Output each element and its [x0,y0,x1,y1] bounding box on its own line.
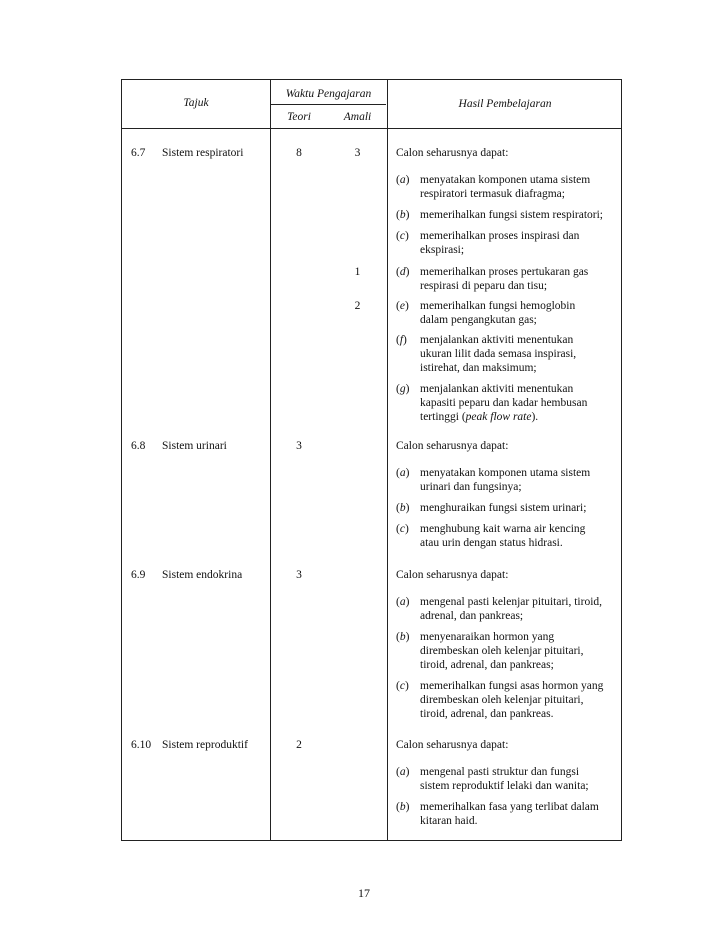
item-text-italic: peak flow rate [465,411,532,423]
item-line: memerihalkan fungsi hemoglobin [420,300,576,312]
item-letter: b [399,209,406,221]
item-line: memerihalkan fungsi sistem respiratori; [420,209,603,221]
item-line: tiroid, adrenal, dan pankreas. [420,708,554,720]
header-waktu: Waktu Pengajaran [285,88,372,100]
item-label: (c) [396,230,409,242]
item-line: memerihalkan fasa yang terlibat dalam [420,801,599,813]
section-intro: Calon seharusnya dapat: [396,147,509,159]
item-line: menghubung kait warna air kencing [420,523,586,535]
item-letter: c [399,523,405,535]
item-letter: f [399,334,404,346]
column-divider [387,80,388,840]
list-item [396,265,622,293]
item-line: tiroid, adrenal, dan pankreas; [420,659,554,671]
section-intro: Calon seharusnya dapat: [396,739,509,751]
item-line: kitaran haid. [420,815,478,827]
item-text: ). [531,411,539,423]
item-letter: e [399,300,405,312]
item-line: dirembeskan oleh kelenjar pituitari, [420,645,584,657]
header-amali: Amali [343,111,372,123]
item-line: dalam pengangkutan gas; [420,314,537,326]
item-line: kapasiti peparu dan kadar hembusan [420,397,588,409]
header-tajuk: Tajuk [183,97,209,109]
list-item [396,299,622,327]
item-line: dirembeskan oleh kelenjar pituitari, [420,694,584,706]
header-divider [122,128,621,129]
item-label: (b) [396,801,410,813]
item-label: (e) [396,300,409,312]
item-letter: a [399,174,406,186]
item-label: (a) [396,596,410,608]
item-label: (c) [396,523,409,535]
section-teori: 2 [296,739,302,751]
item-letter: g [399,383,406,395]
item-line: urinari dan fungsinya; [420,481,522,493]
section-number: 6.9 [131,569,146,581]
section-intro: Calon seharusnya dapat: [396,569,509,581]
item-label: (b) [396,631,410,643]
section-teori: 8 [296,147,302,159]
item-label: (g) [396,383,410,395]
item-amali: 1 [354,266,361,278]
list-item [396,630,622,672]
item-line [420,410,622,424]
section-teori: 3 [296,440,302,452]
item-label: (c) [396,680,409,692]
item-line: respiratori termasuk diafragma; [420,188,565,200]
item-letter: c [399,230,405,242]
item-line: memerihalkan proses pertukaran gas [420,266,589,278]
item-line: menyenaraikan hormon yang [420,631,555,643]
item-line: respirasi di peparu dan tisu; [420,280,548,292]
header-hasil: Hasil Pembelajaran [458,98,552,110]
item-letter: a [399,766,406,778]
item-line: mengenal pasti kelenjar pituitari, tiroid, [420,596,603,608]
item-label: (d) [396,266,410,278]
item-line: istirehat, dan maksimum; [420,362,537,374]
item-letter: a [399,467,406,479]
item-label: (f) [396,334,407,346]
item-letter: b [399,631,406,643]
list-item [396,229,622,257]
item-line: menghuraikan fungsi sistem urinari; [420,502,587,514]
list-item [396,208,622,222]
item-line: memerihalkan proses inspirasi dan [420,230,580,242]
item-line: ukuran lilit dada semasa inspirasi, [420,348,577,360]
item-label: (b) [396,502,410,514]
item-amali: 2 [354,300,361,312]
item-label: (a) [396,467,410,479]
item-line: sistem reproduktif lelaki dan wanita; [420,780,589,792]
item-text: tertinggi ( [420,411,466,423]
item-letter: c [399,680,405,692]
item-line: mengenal pasti struktur dan fungsi [420,766,580,778]
list-item [396,522,622,550]
list-item [396,501,622,515]
item-letter: a [399,596,406,608]
item-label: (a) [396,174,410,186]
item-line: menjalankan aktiviti menentukan [420,334,574,346]
section-intro: Calon seharusnya dapat: [396,440,509,452]
section-teori: 3 [296,569,302,581]
item-line: menjalankan aktiviti menentukan [420,383,574,395]
item-letter: d [399,266,406,278]
section-number: 6.8 [131,440,146,452]
list-item [396,173,622,201]
section-title: Sistem reproduktif [162,739,248,751]
item-line: adrenal, dan pankreas; [420,610,524,622]
list-item [396,382,622,424]
item-label: (a) [396,766,410,778]
item-line: atau urin dengan status hidrasi. [420,537,563,549]
list-item [396,466,622,494]
syllabus-table [121,79,622,841]
section-number: 6.7 [131,147,146,159]
waktu-divider [270,104,386,105]
item-line: menyatakan komponen utama sistem [420,174,591,186]
item-line: menyatakan komponen utama sistem [420,467,591,479]
header-teori: Teori [287,111,311,123]
list-item [396,679,622,721]
item-line: ekspirasi; [420,244,465,256]
item-letter: b [399,801,406,813]
list-item [396,333,622,375]
list-item [396,595,622,623]
section-amali: 3 [354,147,361,159]
page-number: 17 [358,886,370,900]
item-line: memerihalkan fungsi asas hormon yang [420,680,604,692]
section-number: 6.10 [131,739,152,751]
item-letter: b [399,502,406,514]
section-title: Sistem urinari [162,440,227,452]
list-item [396,800,622,828]
section-title: Sistem respiratori [162,147,244,159]
item-label: (b) [396,209,410,221]
section-title: Sistem endokrina [162,569,243,581]
list-item [396,765,622,793]
column-divider [270,80,271,840]
